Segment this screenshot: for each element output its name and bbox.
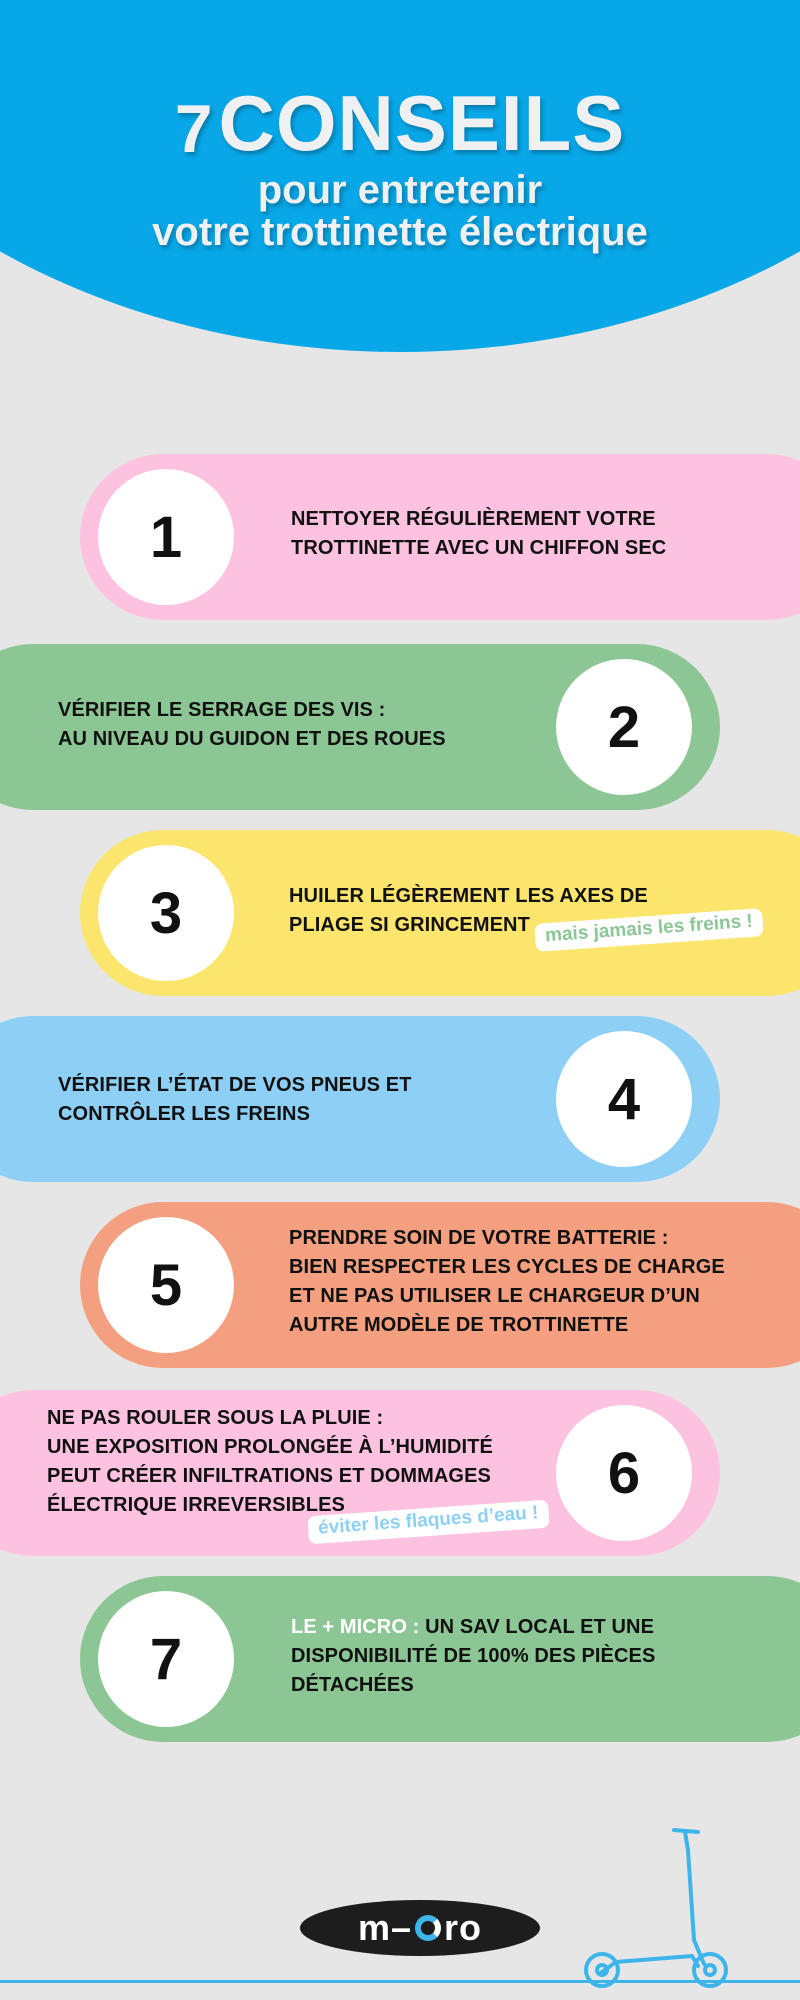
subtitle-line-2: votre trottinette électrique bbox=[152, 210, 648, 254]
tip-5-line-1: PRENDRE SOIN DE VOTRE BATTERIE : bbox=[289, 1227, 669, 1249]
tip-2-band bbox=[0, 644, 720, 810]
tip-2-line-2: AU NIVEAU DU GUIDON ET DES ROUES bbox=[58, 728, 446, 750]
tip-3-number: 3 bbox=[98, 845, 234, 981]
tip-1-band bbox=[80, 454, 800, 620]
tip-7-line-2: DISPONIBILITÉ DE 100% DES PIÈCES bbox=[291, 1645, 656, 1667]
micro-logo-right: ro bbox=[444, 1907, 483, 1948]
tip-4-number: 4 bbox=[556, 1031, 692, 1167]
micro-logo-ring-icon bbox=[415, 1915, 441, 1941]
tip-5-line-4: AUTRE MODÈLE DE TROTTINETTE bbox=[289, 1314, 629, 1336]
tip-6-text bbox=[47, 1404, 567, 1520]
tip-7-text bbox=[291, 1613, 800, 1700]
tip-3-line-2: PLIAGE SI GRINCEMENT bbox=[289, 914, 530, 936]
tip-7-line-1: UN SAV LOCAL ET UNE bbox=[419, 1616, 655, 1638]
micro-logo-left: m– bbox=[357, 1907, 413, 1948]
tip-3-note: mais jamais les freins ! bbox=[534, 908, 763, 952]
tip-6-line-3: PEUT CRÉER INFILTRATIONS ET DOMMAGES bbox=[47, 1465, 491, 1487]
tip-4-line-2: CONTRÔLER LES FREINS bbox=[58, 1103, 311, 1125]
header-banner bbox=[0, 0, 800, 352]
tip-3-band bbox=[80, 830, 800, 996]
tip-3-line-1: HUILER LÉGÈREMENT LES AXES DE bbox=[289, 885, 648, 907]
tip-6-band bbox=[0, 1390, 720, 1556]
tip-1-text bbox=[291, 505, 800, 563]
tip-1-line-1: NETTOYER RÉGULIÈREMENT VOTRE bbox=[291, 508, 656, 530]
tip-6-note: éviter les flaques d’eau ! bbox=[307, 1500, 549, 1545]
tip-6-number: 6 bbox=[556, 1405, 692, 1541]
tip-7-line-3: DÉTACHÉES bbox=[291, 1674, 414, 1696]
tip-4-line-1: VÉRIFIER L’ÉTAT DE VOS PNEUS ET bbox=[58, 1074, 412, 1096]
tip-6-line-4: ÉLECTRIQUE IRREVERSIBLES bbox=[47, 1494, 345, 1516]
tip-1-number: 1 bbox=[98, 469, 234, 605]
subtitle-line-1: pour entretenir bbox=[257, 168, 543, 212]
tip-2-text bbox=[58, 696, 558, 754]
tip-6-line-2: UNE EXPOSITION PROLONGÉE À L’HUMIDITÉ bbox=[47, 1436, 493, 1458]
tip-5-number: 5 bbox=[98, 1217, 234, 1353]
tip-7-number: 7 bbox=[98, 1591, 234, 1727]
tip-7-band bbox=[80, 1576, 800, 1742]
tip-2-number: 2 bbox=[556, 659, 692, 795]
tip-4-text bbox=[58, 1071, 558, 1129]
tip-5-line-2: BIEN RESPECTER LES CYCLES DE CHARGE bbox=[289, 1256, 725, 1278]
tip-7-highlight: LE + MICRO : bbox=[291, 1616, 420, 1638]
micro-logo bbox=[300, 1900, 540, 1956]
tip-5-text bbox=[289, 1224, 800, 1340]
floor-line bbox=[0, 1980, 800, 1983]
tip-2-line-1: VÉRIFIER LE SERRAGE DES VIS : bbox=[58, 699, 386, 721]
title-word: CONSEILS bbox=[218, 79, 626, 167]
tip-4-band bbox=[0, 1016, 720, 1182]
tip-5-band bbox=[80, 1202, 800, 1368]
tip-1-line-2: TROTTINETTE AVEC UN CHIFFON SEC bbox=[291, 537, 667, 559]
tip-5-line-3: ET NE PAS UTILISER LE CHARGEUR D’UN bbox=[289, 1285, 700, 1307]
page-title bbox=[0, 78, 800, 169]
title-number: 7 bbox=[174, 91, 213, 167]
tip-6-line-1: NE PAS ROULER SOUS LA PLUIE : bbox=[47, 1407, 384, 1429]
kick-scooter-icon bbox=[580, 1820, 740, 1990]
